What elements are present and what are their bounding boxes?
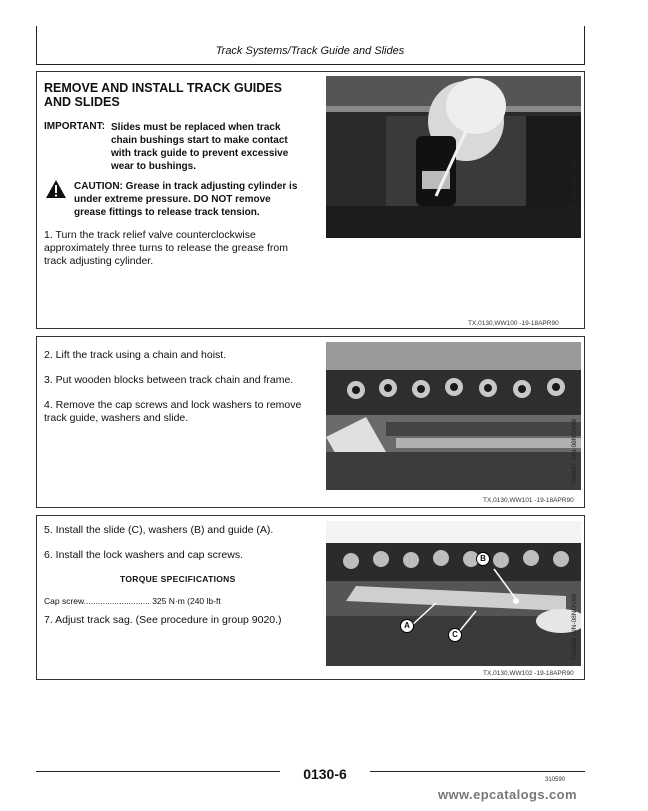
step-4-line-2: track guide, washers and slide. [44, 412, 189, 424]
ref-code-1: TX,0130,WW100 -19-18APR90 [468, 320, 559, 327]
torque-specifications-heading: TORQUE SPECIFICATIONS [120, 574, 236, 584]
step-5: 5. Install the slide (C), washers (B) and guide (A). [44, 524, 274, 536]
ref-code-3: TX,0130,WW102 -19-18APR90 [483, 670, 574, 677]
important-label: IMPORTANT: [44, 121, 105, 132]
step-1 [44, 229, 314, 268]
step-3: 3. Put wooden blocks between track chain and frame. [44, 374, 294, 386]
step-7: 7. Adjust track sag. (See procedure in group 9020.) [44, 614, 282, 626]
caution-line-2: under extreme pressure. DO NOT remove [74, 194, 271, 205]
caution-line-3: grease fittings to release track tension. [74, 207, 260, 218]
step-1-line-3: track adjusting cylinder. [44, 255, 154, 267]
photo-lifted-track [326, 342, 581, 490]
photo-code-3: T62528 -UN-08NOV88 [571, 593, 578, 660]
photo-relief-valve [326, 76, 581, 238]
spec-dots: ............................ [83, 596, 150, 606]
step-1-line-2: approximately three turns to release the grease from [44, 242, 288, 254]
step-1-line-1: 1. Turn the track relief valve counterclockwise [44, 229, 256, 241]
header-right-rule [584, 26, 585, 64]
caution-triangle-icon [45, 179, 67, 199]
step-4 [44, 399, 314, 425]
heading-line-1: REMOVE AND INSTALL TRACK GUIDES [44, 81, 282, 95]
date-code: 310590 [545, 777, 566, 783]
page-number: 0130-6 [280, 766, 370, 782]
spec-label: Cap screw [44, 596, 84, 606]
header-rule [36, 64, 585, 65]
ref-code-2: TX,0130,WW101 -19-18APR90 [483, 497, 574, 504]
step-6: 6. Install the lock washers and cap screws. [44, 549, 244, 561]
important-text [111, 121, 321, 173]
callout-c: C [448, 628, 462, 642]
photo-installed-guide [326, 521, 581, 666]
step-4-line-1: 4. Remove the cap screws and lock washers to remove [44, 399, 302, 411]
photo-code-2: T64827 -UN-08NOV88 [571, 418, 578, 485]
callout-a: A [400, 619, 414, 633]
caution-line-1: CAUTION: Grease in track adjusting cylinder is [74, 181, 298, 192]
important-line-2: chain bushings start to make contact [111, 135, 288, 146]
step-2: 2. Lift the track using a chain and hoist. [44, 349, 227, 361]
section-heading [44, 81, 314, 109]
torque-spec-row [44, 596, 314, 606]
watermark-link[interactable]: www.epcatalogs.com [438, 787, 577, 802]
heading-line-2: AND SLIDES [44, 95, 120, 109]
callout-b: B [476, 552, 490, 566]
caution-text [74, 180, 324, 219]
header-left-rule [36, 26, 37, 64]
important-line-3: with track guide to prevent excessive [111, 148, 289, 159]
photo-code-1: T64390U -UN-28OCT88 [571, 159, 578, 230]
important-line-4: wear to bushings. [111, 161, 197, 172]
running-title: Track Systems/Track Guide and Slides [215, 45, 405, 57]
important-line-1: Slides must be replaced when track [111, 122, 281, 133]
spec-value: 325 N·m (240 lb-ft [152, 596, 221, 606]
